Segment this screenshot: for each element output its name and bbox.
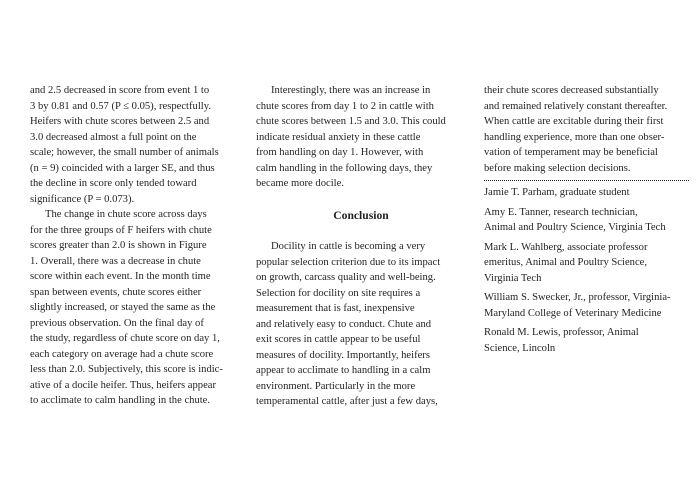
author-divider [484, 180, 689, 181]
column-1 [30, 83, 240, 409]
text-line: and 2.5 decreased in score from event 1 to [30, 85, 210, 96]
text-line: significance (P = 0.073). [30, 193, 135, 205]
text-line: indicate residual anxiety in these cattle [256, 131, 421, 143]
author-entry [484, 185, 689, 201]
text-line: chute scores from day 1 to 2 in cattle with [256, 100, 434, 112]
text-line: handling experience, more than one obser- [484, 131, 665, 143]
text-line: popular selection criterion due to its impact [256, 256, 441, 268]
paragraph-results-continued [30, 83, 240, 207]
author-line: Jamie T. Parham, graduate student [484, 187, 630, 198]
text-line: score within each event. In the month time [30, 271, 211, 282]
author-list [484, 185, 689, 356]
text-line: less than 2.0. Subjectively, this score is indic- [30, 364, 223, 375]
author-entry [484, 205, 689, 236]
text-line: measures of docility. Importantly, heifers [256, 349, 430, 361]
author-line: Amy E. Tanner, research technician, [484, 206, 638, 218]
text-line: 1. Overall, there was a decrease in chute [30, 255, 201, 267]
text-line: and remained relatively constant thereafter. [484, 100, 668, 112]
text-line: Selection for docility on site requires a [256, 287, 421, 299]
text-line: on growth, carcass quality and well-being. [256, 272, 436, 283]
text-line: previous observation. On the final day of [30, 317, 204, 329]
text-line: measurement that is fast, inexpensive [256, 303, 415, 314]
text-line: environment. Particularly in the more [256, 380, 416, 392]
text-line: vation of temperament may be beneficial [484, 147, 658, 158]
text-line: each category on average had a chute score [30, 348, 214, 360]
text-line: 3.0 decreased almost a full point on the [30, 131, 197, 143]
author-line: Ronald M. Lewis, professor, Animal [484, 327, 639, 338]
text-line: Docility in cattle is becoming a very [271, 241, 426, 252]
text-line: 3 by 0.81 and 0.57 (P ≤ 0.05), respectfully. [30, 100, 211, 112]
text-line: appear to acclimate to handling in a calm [256, 365, 431, 376]
text-line: ative of a docile heifer. Thus, heifers appear [30, 379, 216, 391]
text-line: before making selection decisions. [484, 162, 631, 174]
text-line: chute scores between 1.5 and 3.0. This could [256, 116, 446, 127]
text-line: slightly increased, or stayed the same as the [30, 302, 216, 313]
paragraph-chute-score-change [30, 207, 240, 409]
author-entry [484, 290, 689, 321]
text-line: The change in chute score across days [45, 209, 207, 220]
text-line: Heifers with chute scores between 2.5 and [30, 116, 210, 127]
text-line: When cattle are excitable during their first [484, 116, 664, 127]
text-line: scores greater than 2.0 is shown in Figure [30, 240, 207, 251]
text-line: exit scores in cattle appear to be useful [256, 334, 421, 345]
paragraph-increase-in-scores [256, 83, 466, 192]
text-line: the decline in score only tended toward [30, 178, 197, 189]
author-entry [484, 325, 689, 356]
text-line: became more docile. [256, 178, 344, 189]
author-line: emeritus, Animal and Poultry Science, [484, 257, 647, 268]
paragraph-conclusion-continued [484, 83, 689, 176]
text-line: scale; however, the small number of animals [30, 147, 219, 158]
author-entry [484, 240, 689, 287]
text-line: (n = 9) coincided with a larger SE, and thus [30, 162, 215, 174]
text-line: their chute scores decreased substantially [484, 85, 659, 96]
author-line: Mark L. Wahlberg, associate professor [484, 241, 648, 253]
text-line: temperamental cattle, after just a few days, [256, 396, 438, 407]
text-line: to acclimate to calm handling in the chute. [30, 395, 211, 406]
section-heading-conclusion: Conclusion [333, 208, 389, 222]
column-2 [256, 83, 466, 410]
author-line: William S. Swecker, Jr., professor, Virginia- [484, 292, 671, 303]
column-3 [484, 83, 689, 356]
paragraph-conclusion [256, 239, 466, 410]
author-line: Maryland College of Veterinary Medicine [484, 307, 662, 319]
author-line: Animal and Poultry Science, Virginia Tech [484, 222, 666, 233]
text-line: Interestingly, there was an increase in [271, 85, 431, 96]
text-line: for the three groups of F heifers with chute [30, 224, 212, 236]
author-line: Virginia Tech [484, 272, 542, 284]
text-line: span between events, chute scores either [30, 286, 202, 298]
text-line: from handling on day 1. However, with [256, 147, 424, 158]
text-line: calm handling in the following days, they [256, 162, 433, 174]
text-line: the study, regardless of chute score on day 1, [30, 333, 220, 344]
author-line: Science, Lincoln [484, 342, 556, 354]
text-line: and relatively easy to conduct. Chute and [256, 318, 432, 330]
